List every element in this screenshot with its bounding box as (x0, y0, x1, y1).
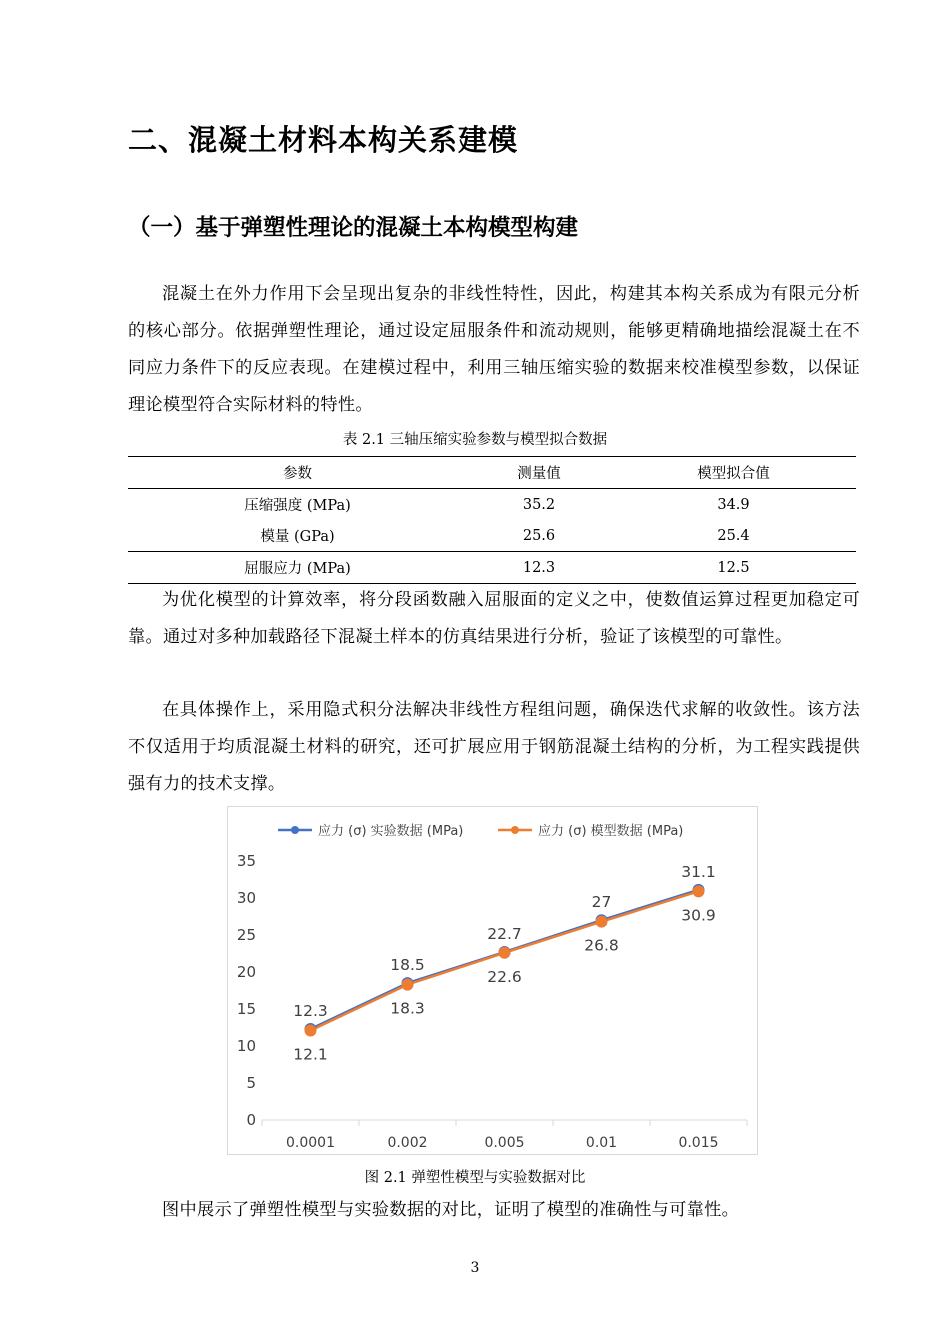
data-label: 30.9 (681, 906, 716, 925)
table-caption: 表 2.1 三轴压缩实验参数与模型拟合数据 (342, 432, 608, 448)
data-label: 22.6 (487, 967, 522, 986)
section-title: 二、混凝土材料本构关系建模 (128, 123, 519, 157)
data-point (402, 979, 413, 990)
table-cell: 屈服应力 (MPa) (244, 561, 351, 577)
data-table (128, 456, 856, 584)
data-label: 22.7 (487, 925, 522, 944)
table-cell: 12.3 (522, 559, 556, 576)
data-label: 18.3 (390, 999, 425, 1018)
table-row (128, 489, 856, 521)
table-cell: 压缩强度 (MPa) (244, 498, 351, 514)
legend-label: 应力 (σ) 实验数据 (MPa) (318, 824, 464, 839)
paragraph-3: 在具体操作上，采用隐式积分法解决非线性方程组问题，确保迭代求解的收敛性。该方法不仅适用于均质混凝土材料的研究，还可扩展应用于钢筋混凝土结构的分析，为工程实践提供强有力的技术支撑。 (128, 700, 860, 794)
x-tick-label: 0.002 (387, 1135, 428, 1151)
data-label: 31.1 (681, 862, 716, 881)
x-tick-label: 0.015 (678, 1135, 719, 1151)
table-cell: 模量 (GPa) (260, 529, 335, 545)
table-cell: 25.4 (717, 527, 750, 544)
table-cell: 25.6 (522, 527, 556, 544)
y-tick-label: 10 (236, 1037, 256, 1055)
legend-marker (291, 826, 299, 834)
figure-caption: 图 2.1 弹塑性模型与实验数据对比 (364, 1170, 586, 1186)
table-header-cell: 测量值 (517, 466, 561, 482)
y-tick-label: 0 (246, 1111, 256, 1129)
data-label: 12.1 (293, 1045, 328, 1064)
data-point (305, 1025, 316, 1036)
series-line (311, 891, 699, 1030)
data-point (596, 916, 607, 927)
y-tick-label: 5 (246, 1074, 256, 1092)
chart-svg (228, 807, 757, 1154)
paragraph-4: 图中展示了弹塑性模型与实验数据的对比，证明了模型的准确性与可靠性。 (162, 1200, 740, 1220)
y-tick-label: 15 (236, 1000, 256, 1018)
y-tick-label: 35 (236, 852, 256, 870)
table-header-cell: 模型拟合值 (697, 466, 770, 482)
subsection-title: （一）基于弹塑性理论的混凝土本构模型构建 (128, 215, 579, 241)
table-row (128, 552, 856, 584)
legend-label: 应力 (σ) 模型数据 (MPa) (538, 824, 684, 839)
table-cell: 34.9 (717, 496, 750, 513)
data-point (693, 886, 704, 897)
table-cell: 12.5 (717, 559, 750, 576)
data-label: 18.5 (390, 956, 425, 975)
y-tick-label: 20 (236, 963, 256, 981)
x-tick-label: 0.01 (585, 1135, 618, 1151)
data-label: 27 (591, 893, 612, 912)
data-label: 12.3 (293, 1001, 328, 1020)
y-tick-label: 25 (236, 926, 256, 944)
table-header-row (128, 457, 856, 489)
legend-marker (511, 826, 519, 834)
data-point (499, 947, 510, 958)
table-header-cell: 参数 (283, 466, 312, 482)
x-tick-label: 0.0001 (286, 1135, 335, 1151)
table-row (128, 520, 856, 552)
y-tick-label: 30 (236, 889, 256, 907)
page-number: 3 (470, 1260, 480, 1276)
table-cell: 35.2 (522, 496, 556, 513)
paragraph-1: 混凝土在外力作用下会呈现出复杂的非线性特性，因此，构建其本构关系成为有限元分析的核心部分。依据弹塑性理论，通过设定屈服条件和流动规则，能够更精确地描绘混凝土在不同应力条件下的反应表现。在建模过程中，利用三轴压缩实验的数据来校准模型参数，以保证理论模型符合实际材料的特性。 (128, 284, 860, 415)
x-tick-label: 0.005 (484, 1135, 525, 1151)
line-chart (227, 806, 758, 1155)
paragraph-2: 为优化模型的计算效率，将分段函数融入屈服面的定义之中，使数值运算过程更加稳定可靠。通过对多种加载路径下混凝土样本的仿真结果进行分析，验证了该模型的可靠性。 (128, 590, 860, 647)
data-label: 26.8 (584, 936, 619, 955)
